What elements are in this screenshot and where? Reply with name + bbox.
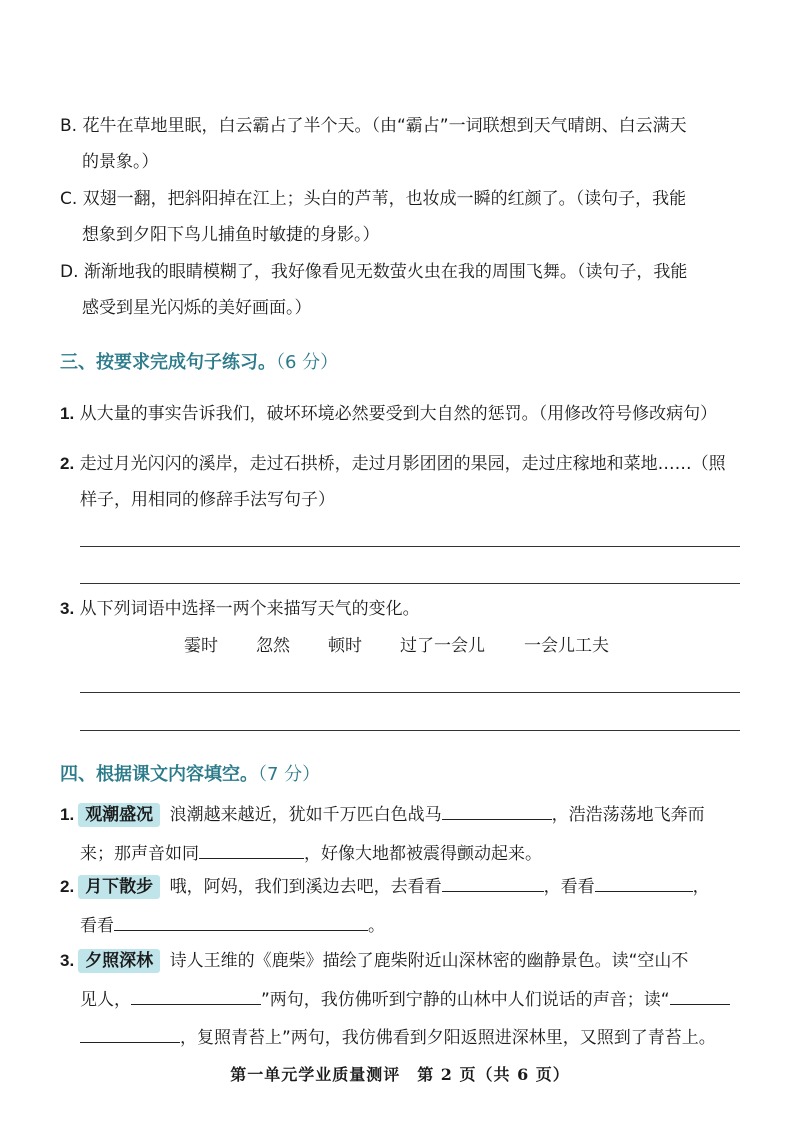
fill-blank[interactable] — [114, 912, 368, 931]
s4-q1-number: 1. — [60, 805, 75, 824]
s3-q1-text: 从大量的事实告诉我们，破坏环境必然要受到大自然的惩罚。（用修改符号修改病句） — [79, 404, 718, 424]
fill-blank[interactable] — [595, 873, 693, 892]
fill-blank[interactable] — [199, 840, 304, 859]
s4-q2-tag: 月下散步 — [78, 875, 160, 899]
word-option: 一会儿工夫 — [524, 636, 609, 656]
fill-blank[interactable] — [442, 873, 544, 892]
s4-q3-number: 3. — [60, 951, 75, 970]
s3-q2-number: 2. — [60, 454, 75, 473]
fill-blank[interactable] — [80, 1024, 180, 1043]
s4-q3-tag: 夕照深林 — [78, 949, 160, 973]
answer-line[interactable] — [80, 546, 740, 547]
s3-q2-text: 走过月光闪闪的溪岸，走过石拱桥，走过月影团团的果园，走过庄稼地和菜地……（照 — [79, 454, 726, 474]
s4-q2-line2 — [80, 912, 385, 938]
s4-q1-tag: 观潮盛况 — [78, 803, 160, 827]
answer-line[interactable] — [80, 730, 740, 731]
s4-q1-line2 — [80, 840, 542, 866]
s4-q3-text-c: ”两句，我仿佛听到宁静的山林中人们说话的声音；读“ — [261, 990, 670, 1010]
s4-q2-text-e: 。 — [368, 916, 385, 936]
s4-question-3 — [60, 949, 688, 973]
word-option: 顿时 — [328, 636, 362, 656]
s4-q2-text-a: 哦，阿妈，我们到溪边去吧，去看看 — [169, 877, 442, 897]
s3-question-2 — [60, 452, 726, 476]
s4-q3-text-d: ，复照青苔上”两句，我仿佛看到夕阳返照进深林里，又照到了青苔上。 — [180, 1028, 716, 1048]
option-c-line1: C. 双翅一翻，把斜阳掉在江上；头白的芦苇，也妆成一瞬的红颜了。（读句子，我能 — [60, 189, 687, 209]
section-4-heading — [60, 762, 320, 788]
word-option: 忽然 — [256, 636, 290, 656]
section-3-heading — [60, 350, 338, 376]
s4-q3-text-a: 诗人王维的《鹿柴》描绘了鹿柴附近山深林密的幽静景色。读“空山不 — [169, 951, 689, 971]
option-c-line2: 想象到夕阳下鸟儿捕鱼时敏捷的身影。） — [82, 225, 380, 245]
page-footer: 第一单元学业质量测评 第 2 页（共 6 页） — [230, 1065, 570, 1084]
s4-q3-line3 — [80, 1024, 716, 1050]
s3-q2-line2: 样子，用相同的修辞手法写句子） — [80, 490, 335, 510]
s4-q1-text-c: 来；那声音如同 — [80, 844, 199, 864]
s3-q3-text: 从下列词语中选择一两个来描写天气的变化。 — [79, 599, 420, 619]
option-b-line2: 的景象。） — [82, 152, 159, 172]
fill-blank[interactable] — [670, 986, 730, 1005]
s3-question-3 — [60, 597, 420, 621]
s4-q2-text-d: 看看 — [80, 916, 114, 936]
s3-question-1 — [60, 402, 717, 426]
s4-question-2 — [60, 873, 710, 899]
s3-q1-number: 1. — [60, 404, 75, 423]
s4-question-1 — [60, 801, 705, 827]
s4-q1-text-d: ，好像大地都被震得颤动起来。 — [304, 844, 542, 864]
s4-q2-text-b: ，看看 — [543, 877, 595, 897]
answer-line[interactable] — [80, 692, 740, 693]
section-3-title: 三、按要求完成句子练习。 — [60, 352, 276, 373]
word-option: 霎时 — [184, 636, 218, 656]
answer-line[interactable] — [80, 583, 740, 584]
s4-q1-text-a: 浪潮越来越近，犹如千万匹白色战马 — [169, 805, 442, 825]
s4-q2-number: 2. — [60, 877, 75, 896]
section-4-points: （7 分） — [258, 764, 321, 785]
s4-q2-text-c: ， — [692, 877, 710, 897]
section-3-points: （6 分） — [276, 352, 339, 373]
option-b-line1: B. 花牛在草地里眠，白云霸占了半个天。（由“霸占”一词联想到天气晴朗、白云满天 — [60, 116, 687, 136]
option-d-line1: D. 渐渐地我的眼睛模糊了，我好像看见无数萤火虫在我的周围飞舞。（读句子，我能 — [60, 262, 688, 282]
s4-q3-line2 — [80, 986, 730, 1012]
word-option: 过了一会儿 — [400, 636, 485, 656]
s4-q1-text-b: ，浩浩荡荡地飞奔而 — [551, 805, 705, 825]
s4-q3-text-b: 见人， — [80, 990, 131, 1010]
fill-blank[interactable] — [442, 801, 552, 820]
fill-blank[interactable] — [131, 986, 261, 1005]
option-d-line2: 感受到星光闪烁的美好画面。） — [82, 298, 312, 318]
section-4-title: 四、根据课文内容填空。 — [60, 764, 258, 785]
s3-q3-number: 3. — [60, 599, 75, 618]
